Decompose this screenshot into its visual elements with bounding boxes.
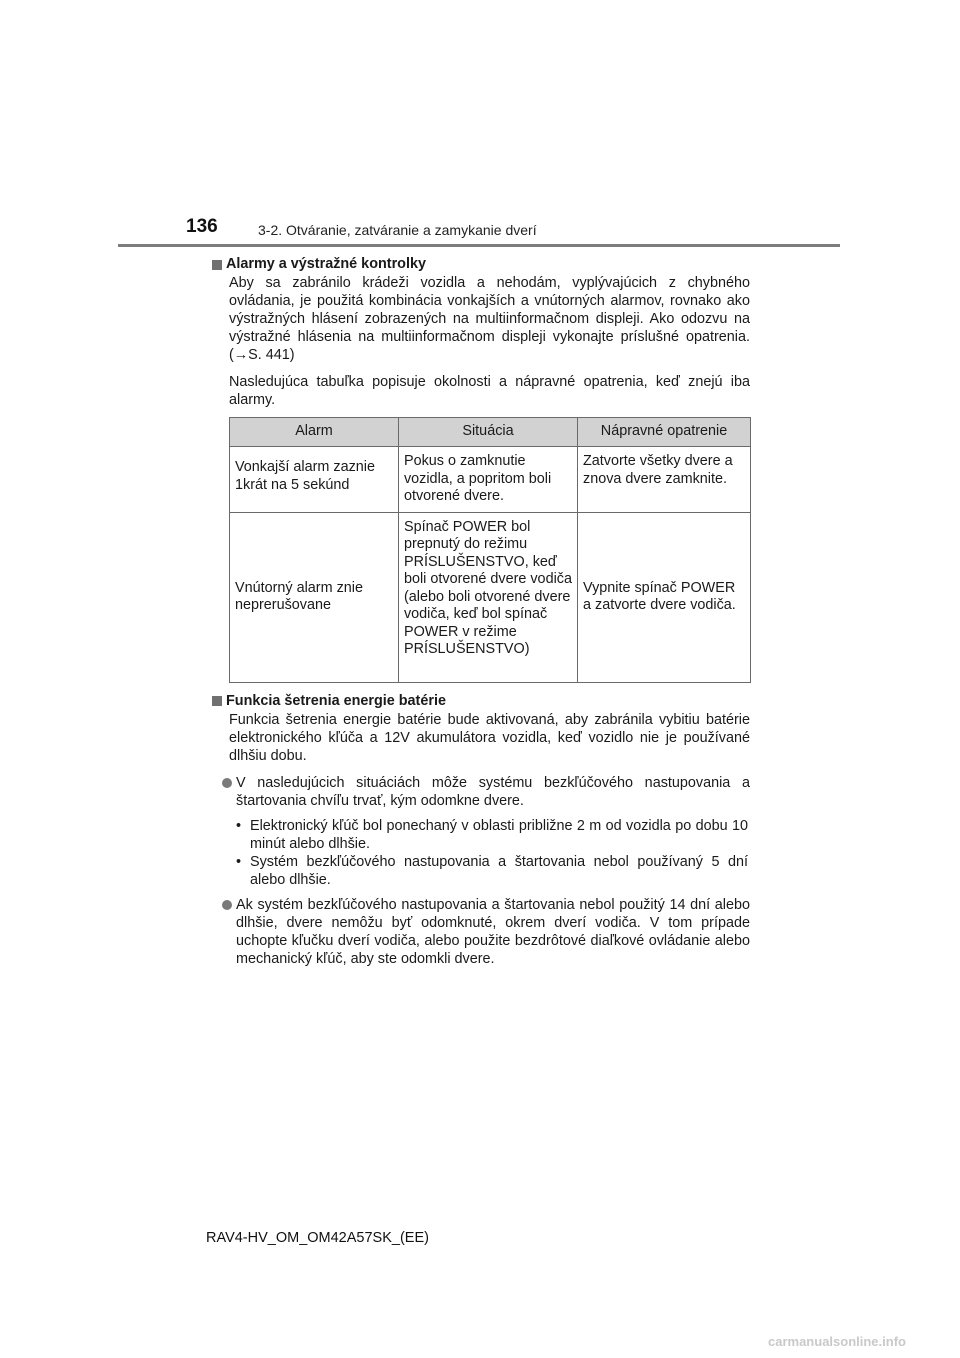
section-heading-text: Funkcia šetrenia energie batérie: [226, 692, 446, 709]
sub-list-item: [236, 817, 748, 853]
dot-marker-icon: •: [236, 853, 242, 870]
square-bullet-icon: [212, 260, 222, 270]
round-bullet-icon: [222, 778, 232, 788]
bullet-text: V nasledujúcich situáciách môže systému bezkľúčového nastupovania a štartovania chvíľu trvať, kým odomkne dvere.: [236, 774, 750, 809]
sub-item-text: Elektronický kľúč bol ponechaný v oblasti približne 2 m od vozidla po dobu 10 minút alebo dlhšie.: [250, 817, 748, 852]
cell-alarm: Vnútorný alarm znie neprerušovane: [230, 512, 399, 682]
section-heading-battery: [212, 693, 752, 710]
sub-list: [236, 817, 748, 889]
alarm-table: [229, 417, 751, 683]
page-number: 136: [186, 216, 218, 237]
square-bullet-icon: [212, 696, 222, 706]
column-header-action: Nápravné opatrenie: [578, 418, 751, 447]
page-header: [0, 0, 960, 250]
cell-situation: Pokus o zamknutie vozidla, a popritom boli otvorené dvere.: [398, 447, 577, 513]
cell-alarm: Vonkajší alarm zaznie 1krát na 5 sekúnd: [230, 447, 399, 513]
list-item: [222, 896, 750, 968]
cell-situation: Spínač POWER bol prepnutý do režimu PRÍSLUŠENSTVO, keď boli otvorené dvere vodiča (alebo boli otvorené dvere vodiča, keď bol spínač POWER v režime PRÍSLUŠENSTVO): [398, 512, 577, 682]
table-row: [230, 447, 751, 513]
list-item: [222, 774, 750, 810]
header-divider: [118, 244, 840, 247]
round-bullet-icon: [222, 900, 232, 910]
cell-action: Zatvorte všetky dvere a znova dvere zamknite.: [578, 447, 751, 513]
section-heading-alarms: [212, 256, 752, 273]
watermark: carmanualsonline.info: [768, 1334, 906, 1349]
battery-paragraph: Funkcia šetrenia energie batérie bude aktivovaná, aby zabránila vybitiu batérie elektronického kľúča a 12V akumulátora vozidla, keď vozidlo nie je používané dlhšiu dobu.: [229, 711, 750, 764]
column-header-situation: Situácia: [398, 418, 577, 447]
manual-code: RAV4-HV_OM_OM42A57SK_(EE): [206, 1230, 429, 1246]
bullet-text: Ak systém bezkľúčového nastupovania a štartovania nebol použitý 14 dní alebo dlhšie, dvere nemôžu byť odomknuté, okrem dverí vodiča. V tom prípade uchopte kľučku dverí vodiča, alebo použite bezdrôtové diaľkové ovládanie alebo mechanický kľúč, aby ste odomkli dvere.: [236, 896, 750, 967]
cell-action: Vypnite spínač POWER a zatvorte dvere vodiča.: [578, 512, 751, 682]
chapter-title: 3-2. Otváranie, zatváranie a zamykanie dverí: [258, 222, 537, 238]
sub-list-item: [236, 853, 748, 889]
page-content: [212, 256, 752, 968]
alarms-paragraph: Aby sa zabránilo krádeži vozidla a nehodám, vyplývajúcich z chybného ovládania, je použitá kombinácia vonkajších a vnútorných alarmov, rovnako ako výstražných hlásení zobrazených na multiinformačnom displeji. Ako odozvu na výstražné hlásenia na multiinformačnom displeji vykonajte príslušné opatrenia. (→S. 441): [229, 275, 750, 363]
sub-item-text: Systém bezkľúčového nastupovania a štartovania nebol používaný 5 dní alebo dlhšie.: [250, 853, 748, 888]
table-row: [230, 512, 751, 682]
table-header-row: [230, 418, 751, 447]
column-header-alarm: Alarm: [230, 418, 399, 447]
dot-marker-icon: •: [236, 817, 242, 834]
section-heading-text: Alarmy a výstražné kontrolky: [226, 256, 426, 272]
table-intro-paragraph: Nasledujúca tabuľka popisuje okolnosti a nápravné opatrenia, keď znejú iba alarmy.: [229, 374, 750, 408]
